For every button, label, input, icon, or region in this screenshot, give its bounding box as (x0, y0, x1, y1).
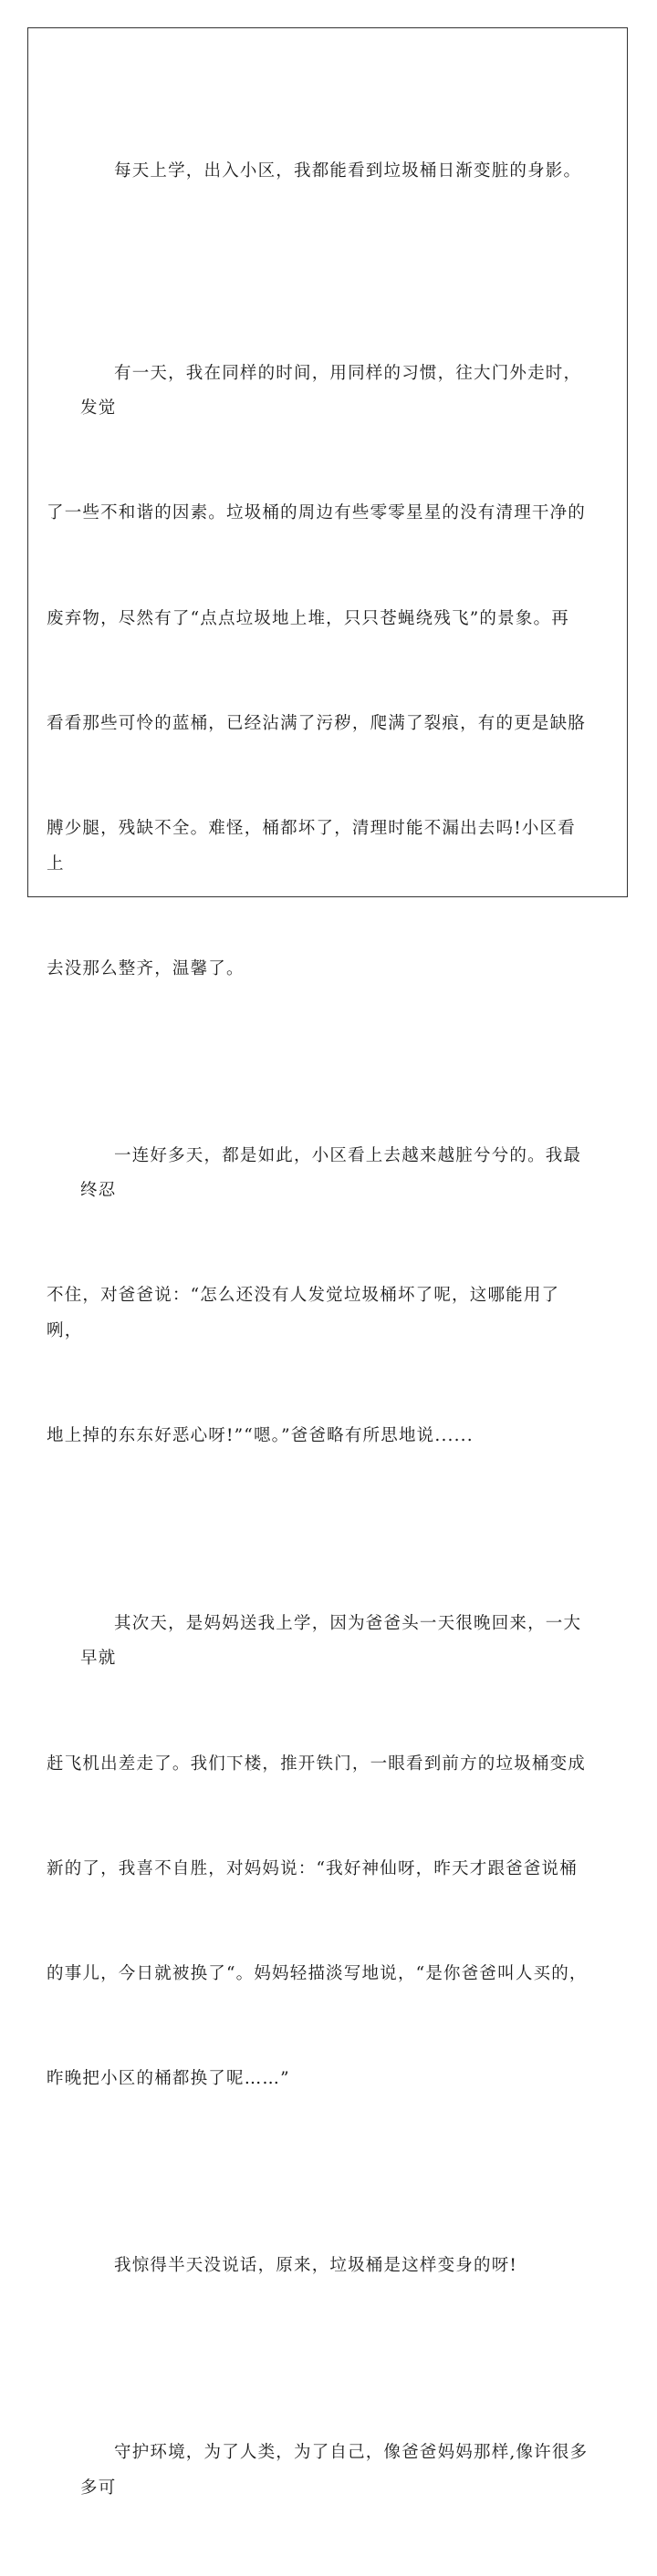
text-line: 新的了，我喜不自胜，对妈妈说：“我好神仙呀，昨天才跟爸爸说桶 (47, 1858, 578, 1878)
text-line: 的事儿，今日就被换了“。妈妈轻描淡写地说，“是你爸爸叫人买的， (47, 1964, 588, 1984)
text-line: 一连好多天，都是如此，小区看上去越来越脏兮兮的。我最终忍 (80, 1145, 582, 1201)
paragraph-3 (47, 1069, 591, 1524)
paragraph-1 (80, 84, 591, 259)
text-line: 有一天，我在同样的时间，用同样的习惯，往大门外走时，发觉 (80, 363, 582, 419)
text-line: 昨晚把小区的桶都换了呢……” (47, 2069, 290, 2089)
paragraph-6 (80, 2366, 591, 2576)
text-line: 膊少腿，残缺不全。难怪，桶都坏了，清理时能不漏出去吗!小区看上 (47, 819, 576, 874)
text-line: 每天上学，出入小区，我都能看到垃圾桶日渐变脏的身影。 (114, 160, 582, 181)
document-body (47, 84, 591, 2576)
text-line: 去没那么整齐，温馨了。 (47, 958, 245, 978)
paragraph-2 (47, 286, 591, 1057)
text-line: 其次天，是妈妈送我上学，因为爸爸头一天很晚回来，一大早就 (80, 1614, 582, 1669)
text-line: 地上掉的东东好恶心呀!”“嗯。”爸爸略有所思地说...... (47, 1426, 474, 1446)
paragraph-4 (47, 1536, 591, 2167)
text-line: 赶飞机出差走了。我们下楼，推开铁门，一眼看到前方的垃圾桶变成 (47, 1754, 587, 1774)
paragraph-5 (80, 2179, 591, 2354)
text-line: 了一些不和谐的因素。垃圾桶的周边有些零零星星的没有清理干净的 (47, 503, 587, 523)
text-line: 不住，对爸爸说：“怎么还没有人发觉垃圾桶坏了呢，这哪能用了咧， (47, 1286, 560, 1340)
text-line: 看看那些可怜的蓝桶，已经沾满了污秽，爬满了裂痕，有的更是缺胳 (47, 713, 587, 733)
text-line: 守护环境，为了人类，为了自己，像爸爸妈妈那样,像许很多多可 (80, 2443, 589, 2498)
text-line: 我惊得半天没说话，原来，垃圾桶是这样变身的呀! (114, 2256, 518, 2276)
text-line: 废弃物，尽然有了“点点垃圾地上堆，只只苍蝇绕残飞”的景象。再 (47, 608, 569, 628)
